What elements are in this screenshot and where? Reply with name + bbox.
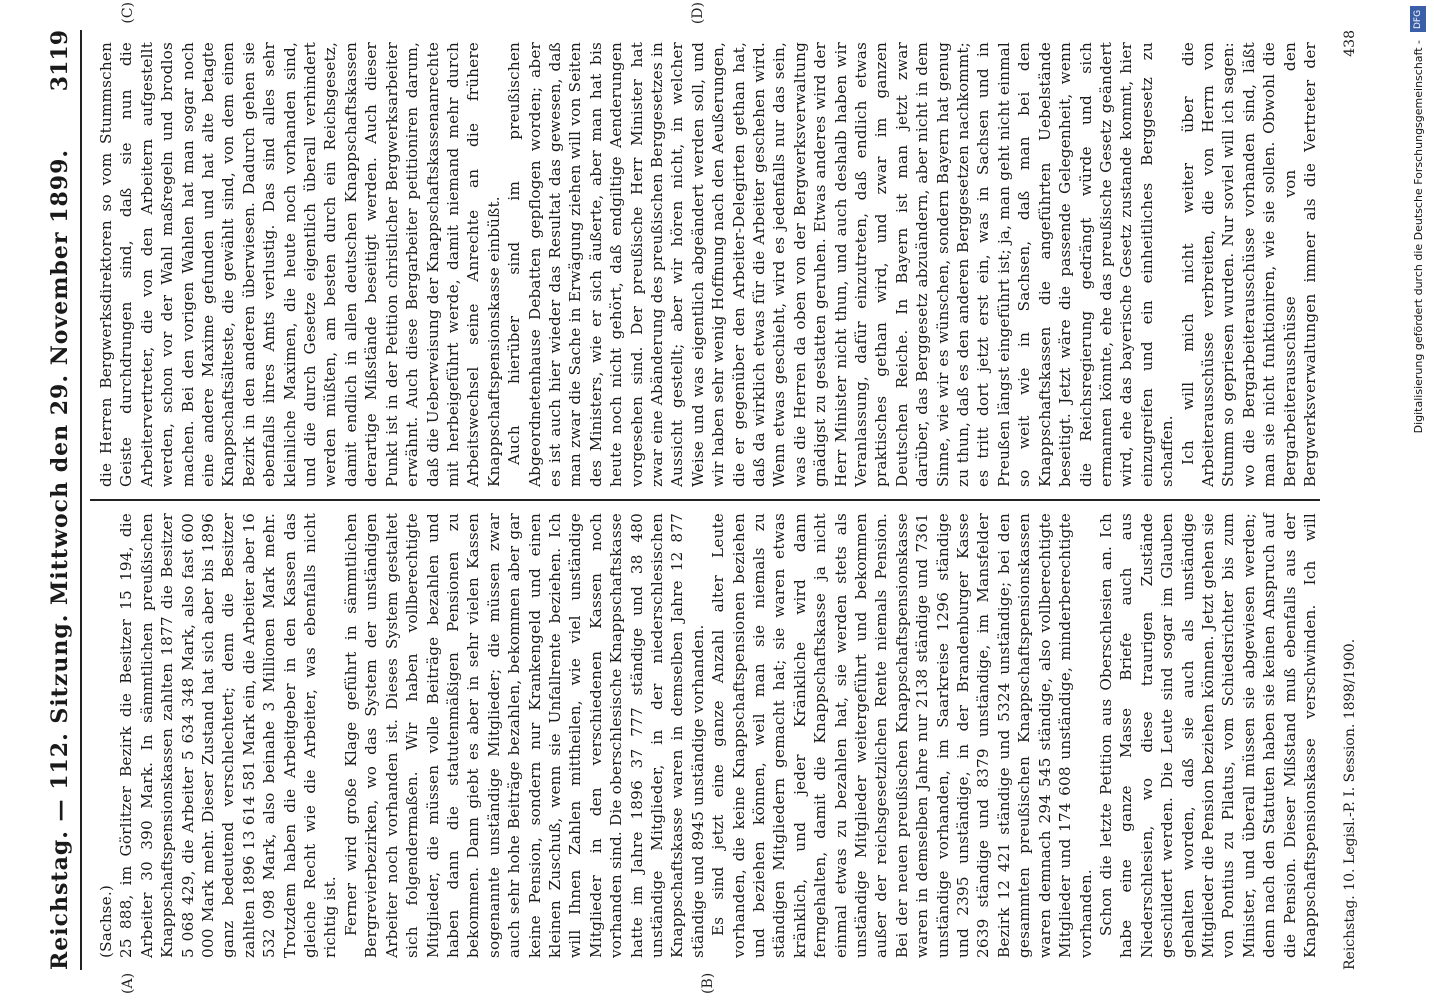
paragraph: Ferner wird große Klage geführt in sämmtlichen Bergrevierbezirken, wo das System der unständigen Arbeiter noch vorhanden ist. Dieses System gestaltet sich folgendermaßen. Wir haben vollberechtigte Mitglieder, die müssen volle Beiträge bezahlen und haben dann die statutenmäßigen Pensionen zu bekommen. Dann giebt es aber in sehr vielen Kassen sogenannte unständige Mitglieder; die müssen zwar auch sehr hohe Beiträge bezahlen, bekommen aber gar keine Pension, sondern nur Krankengeld und einen kleinen Zuschuß, wenn sie Unfallrente beziehen. Ich will Ihnen Zahlen mittheilen, wie viel unständige Mitglieder in den verschiedenen Kassen noch vorhanden sind. Die oberschlesische Knappschaftskasse hatte im Jahre 1896 37 777 ständige und 38 480 unständige Mitglieder, in der niederschlesischen Knappschaftskasse waren in demselben Jahre 12 877 ständige und 8945 unständige vorhanden. (341, 513, 707, 958)
right-column (90, 30, 1320, 501)
footer-sheet-number: 438 (1342, 30, 1358, 57)
page-title: Reichstag. — 112. Sitzung. Mittwoch den 29. November 1899. (47, 148, 73, 970)
paragraph: Auch hierüber sind im preußischen Abgeordnetenhause Debatten gepflogen worden; aber es ist auch hier wieder das Resultat das gewesen, daß man zwar die Sache in Erwägung ziehen will von Seiten des Ministers, wie er sich äußerte, aber man hat bis heute noch nicht gehört, daß endgiltige Aenderungen vorgesehen sind. Der preußische Herr Minister hat zwar eine Abänderung des preußischen Berggesetzes in Aussicht gestellt; aber wir hören nicht, in welcher Weise und was eigentlich abgeändert werden soll, und wir haben sehr wenig Hoffnung nach den Aeußerungen, die er gegenüber den Arbeiter-Delegirten gethan hat, daß da wirklich etwas für die Arbeiter geschehen wird. Wenn etwas geschieht, wird es jedenfalls nur das sein, was die Herren da oben von der Bergwerksverwaltung gnädigst zu gestatten geruhen. Etwas anderes wird der Herr Minister nicht thun, und auch deshalb haben wir Veranlassung, dafür einzutreten, daß endlich etwas praktisches gethan wird, und zwar im ganzen Deutschen Reiche. In Bayern ist man jetzt zwar darüber, das Berggesetz abzuändern, aber nicht in dem Sinne, wie wir es wünschen, sondern Bayern hat genug zu thun, daß es den anderen Berggesetzen nachkommt; es tritt dort jetzt erst ein, was in Sachsen und in Preußen längst eingeführt ist; ja, man geht nicht einmal so weit wie in Sachsen, daß man bei den Knappschaftskassen die angeführten Uebelstände beseitigt. Jetzt wäre die passende Gelegenheit, wenn die Reichsregierung gedrängt würde und sich ermannen könnte, ehe das preußische Gesetz geändert wird, ehe das bayerische Gesetz zustande kommt, hier einzugreifen und ein einheitliches Berggesetz zu schaffen. (505, 42, 1177, 487)
paragraph: Es sind jetzt eine ganze Anzahl alter Leute vorhanden, die keine Knappschaftspensionen beziehen und beziehen können, weil man sie niemals zu ständigen Mitgliedern gemacht hat; sie waren etwas kränklich, und jeder Kränkliche wird dann ferngehalten, damit die Knappschaftskasse ja nicht einmal etwas zu bezahlen hat, sie werden stets als unständige Mitglieder weitergeführt und bekommen außer der reichsgesetzlichen Rente niemals Pension. Bei der neuen preußischen Knappschaftspensionskasse waren in demselben Jahre nur 2138 ständige und 7361 unständige vorhanden, im Saarkreise 1296 ständige und 2395 unständige, in der Brandenburger Kasse 2639 ständige und 8379 unständige, im Mansfelder Bezirk 12 421 ständige und 5324 unständige; bei den gesammten preußischen Knappschaftspensionskassen waren demnach 294 545 ständige, also vollberechtigte Mitglieder und 174 608 unständige, minderberechtigte vorhanden. (709, 513, 1095, 958)
paragraph: Ich will mich nicht weiter über die Arbeiterausschüsse verbreiten, die von Herrn von Stumm so gepriesen wurden. Nur soviel will ich sagen: wo die Bergarbeiterausschüsse vorhanden sind, läßt man sie nicht funktioniren, wie sie sollen. Obwohl die Bergarbeiterausschüsse von den Bergwerksverwaltungen immer als die Vertreter der (1178, 42, 1319, 487)
dfg-logo: DFG (1410, 6, 1426, 32)
margin-marker-c: (C) (120, 2, 136, 24)
speaker-label: (Sachse.) (97, 884, 115, 958)
footer-session: Reichstag. 10. Legisl.-P. I. Session. 1898/1900. (1342, 638, 1358, 970)
digitization-credit: Digitalisierung gefördert durch die Deutsche Forschungsgemeinschaft - (1411, 40, 1425, 434)
margin-marker-b: (B) (700, 972, 716, 994)
left-column (90, 501, 1320, 970)
paragraph: Schon die letzte Petition aus Oberschlesien an. Ich habe eine ganze Masse Briefe auch aus Niederschlesien, wo diese traurigen Zustände geschildert werden. Die Leute sind sogar im Glauben gehalten worden, daß sie auch als unständige Mitglieder die Pension beziehen können. Jetzt gehen sie von Pontius zu Pilatus, vom Schiedsrichter bis zum Minister, und überall müssen sie abgewiesen werden; denn nach den Statuten haben sie keinen Anspruch auf die Pension. Dieser Mißstand muß ebenfalls aus der Knappschaftspensionskasse verschwinden. Ich will (1096, 513, 1319, 958)
digitization-stamp (1408, 6, 1428, 994)
paragraph: 25 888, im Görlitzer Bezirk die Besitzer 15 194, die Arbeiter 30 390 Mark. In sämmtlichen preußischen Knappschaftspensionskassen zahlten 1877 die Besitzer 5 068 429, die Arbeiter 5 634 348 Mark, also fast 600 000 Mark mehr. Dieser Zustand hat sich aber bis 1896 ganz bedeutend verschlechtert; denn die Besitzer zahlten 1896 13 614 581 Mark ein, die Arbeiter aber 16 532 098 Mark, also beinahe 3 Millionen Mark mehr. Trotzdem haben die Arbeitgeber in den Kassen das gleiche Recht wie die Arbeiter, was ebenfalls nicht richtig ist. (117, 513, 340, 958)
page-footer (1330, 30, 1370, 970)
page-number: 3119 (47, 30, 73, 92)
page-header (40, 30, 82, 970)
text-columns (90, 30, 1320, 970)
margin-marker-d: (D) (690, 2, 706, 25)
paragraph: die Herren Bergwerksdirektoren so vom Stummschen Geiste durchdrungen sind, daß sie nun die Arbeitervertreter, die von den Arbeitern aufgestellt werden, schon vor der Wahl maßregeln und brodlos machen. Bei den vorigen Wahlen hat man sogar noch eine andere Maxime gefunden und hat alte betagte Knappschaftsälteste, die gewählt sind, von dem einen Bezirk in den anderen überwiesen. Dadurch gehen sie ebenfalls ihres Amts verlustig. Das sind alles sehr kleinliche Maximen, die heute noch vorhanden sind, und die durch Gesetze eigentlich überall verhindert werden müßten, am besten durch ein Reichsgesetz, damit endlich in allen deutschen Knappschaftskassen derartige Mißstände beseitigt werden. Auch dieser Punkt ist in der Petition christlicher Bergwerksarbeiter erwähnt. Auch diese Bergarbeiter petitioniren darum, daß die Ueberweisung der Knappschaftskassenanrechte mit herbeigeführt werde, damit niemand mehr durch Arbeitswechsel seine Anrechte an die frühere Knappschaftspensionskasse einbüßt. (97, 41, 503, 487)
margin-marker-a: (A) (120, 972, 136, 994)
